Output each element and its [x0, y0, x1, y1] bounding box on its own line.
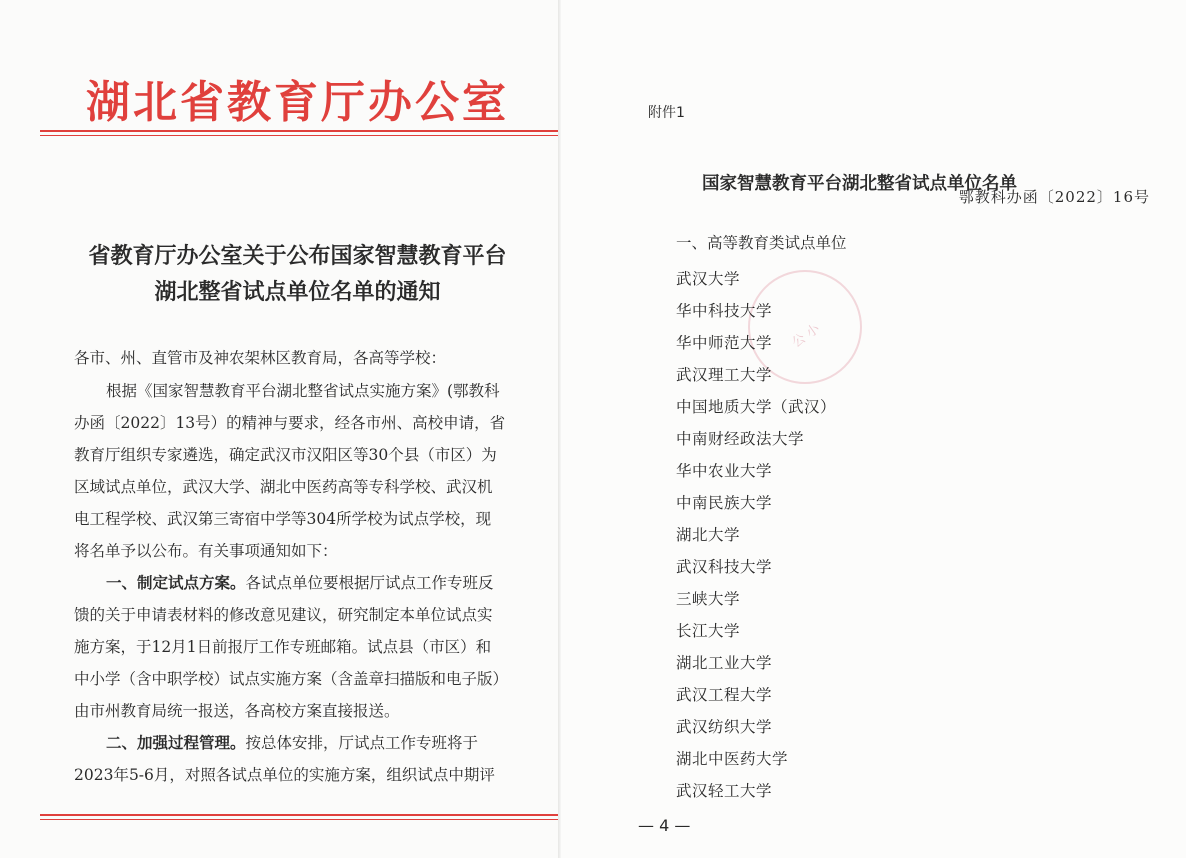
section-heading: 一、高等教育类试点单位: [676, 234, 847, 252]
page-number: — 4 —: [638, 816, 691, 835]
list-item: 中南财经政法大学: [676, 430, 805, 448]
item-2-heading: 二、加强过程管理。: [106, 733, 246, 752]
body-line: 办函〔2022〕13号）的精神与要求，经各市州、高校申请，省: [74, 414, 506, 432]
body-line: 将名单予以公布。有关事项通知如下：: [74, 542, 338, 560]
seal-text: 公 小: [789, 321, 823, 351]
addressee: 各市、州、直管市及神农架林区教育局，各高等学校：: [74, 349, 447, 367]
list-item: 武汉科技大学: [676, 558, 773, 576]
notice-title: [40, 238, 555, 310]
document-number: 鄂教科办函〔2022〕16号: [958, 188, 1150, 206]
notice-title-line-1: 省教育厅办公室关于公布国家智慧教育平台: [88, 243, 507, 269]
list-item: 中国地质大学（武汉）: [676, 398, 837, 416]
list-item: 武汉轻工大学: [676, 782, 773, 800]
letterhead-rule-top: [40, 130, 558, 132]
body-line: 2023年5-6月，对照各试点单位的实施方案，组织试点中期评: [74, 766, 495, 784]
list-item: 湖北工业大学: [676, 654, 773, 672]
body-line: 教育厅组织专家遴选，确定武汉市汉阳区等30个县（市区）为: [74, 446, 497, 464]
letterhead-rule-bottom: [40, 135, 558, 136]
list-item: 湖北中医药大学: [676, 750, 789, 768]
list-item: 华中农业大学: [676, 462, 773, 480]
item-2-first-line: [106, 731, 478, 753]
list-title: 国家智慧教育平台湖北整省试点单位名单: [702, 174, 1017, 194]
body-line: 根据《国家智慧教育平台湖北整省试点实施方案》(鄂教科: [106, 382, 500, 400]
list-item: 湖北大学: [676, 526, 741, 544]
list-item: 中南民族大学: [676, 494, 773, 512]
item-2-text: 按总体安排，厅试点工作专班将于: [245, 734, 479, 752]
item-1-first-line: [106, 571, 494, 593]
footer-rule-top: [40, 814, 558, 816]
list-item: 武汉工程大学: [676, 686, 773, 704]
body-line: 由市州教育局统一报送，各高校方案直接报送。: [74, 702, 400, 720]
body-line: 馈的关于申请表材料的修改意见建议，研究制定本单位试点实: [74, 606, 493, 624]
item-1-text: 各试点单位要根据厅试点工作专班反: [245, 574, 494, 592]
notice-title-line-2: 湖北整省试点单位名单的通知: [154, 279, 441, 305]
list-item: 武汉理工大学: [676, 366, 773, 384]
page-gutter: [558, 0, 561, 858]
list-item: 华中师范大学: [676, 334, 773, 352]
list-item: 三峡大学: [676, 590, 741, 608]
letterhead: 湖北省教育厅办公室: [86, 77, 509, 128]
list-item: 武汉纺织大学: [676, 718, 773, 736]
right-page: [560, 0, 1186, 858]
list-item: 武汉大学: [676, 270, 741, 288]
attachment-label: 附件1: [648, 105, 685, 121]
footer-rule-bottom: [40, 819, 558, 820]
item-1-heading: 一、制定试点方案。: [106, 573, 246, 592]
list-item: 华中科技大学: [676, 302, 773, 320]
body-line: 中小学（含中职学校）试点实施方案（含盖章扫描版和电子版）: [74, 670, 509, 688]
list-item: 长江大学: [676, 622, 741, 640]
body-line: 区域试点单位，武汉大学、湖北中医药高等专科学校、武汉机: [74, 478, 493, 496]
body-line: 电工程学校、武汉第三寄宿中学等304所学校为试点学校，现: [74, 510, 492, 528]
body-line: 施方案，于12月1日前报厅工作专班邮箱。试点县（市区）和: [74, 638, 492, 656]
